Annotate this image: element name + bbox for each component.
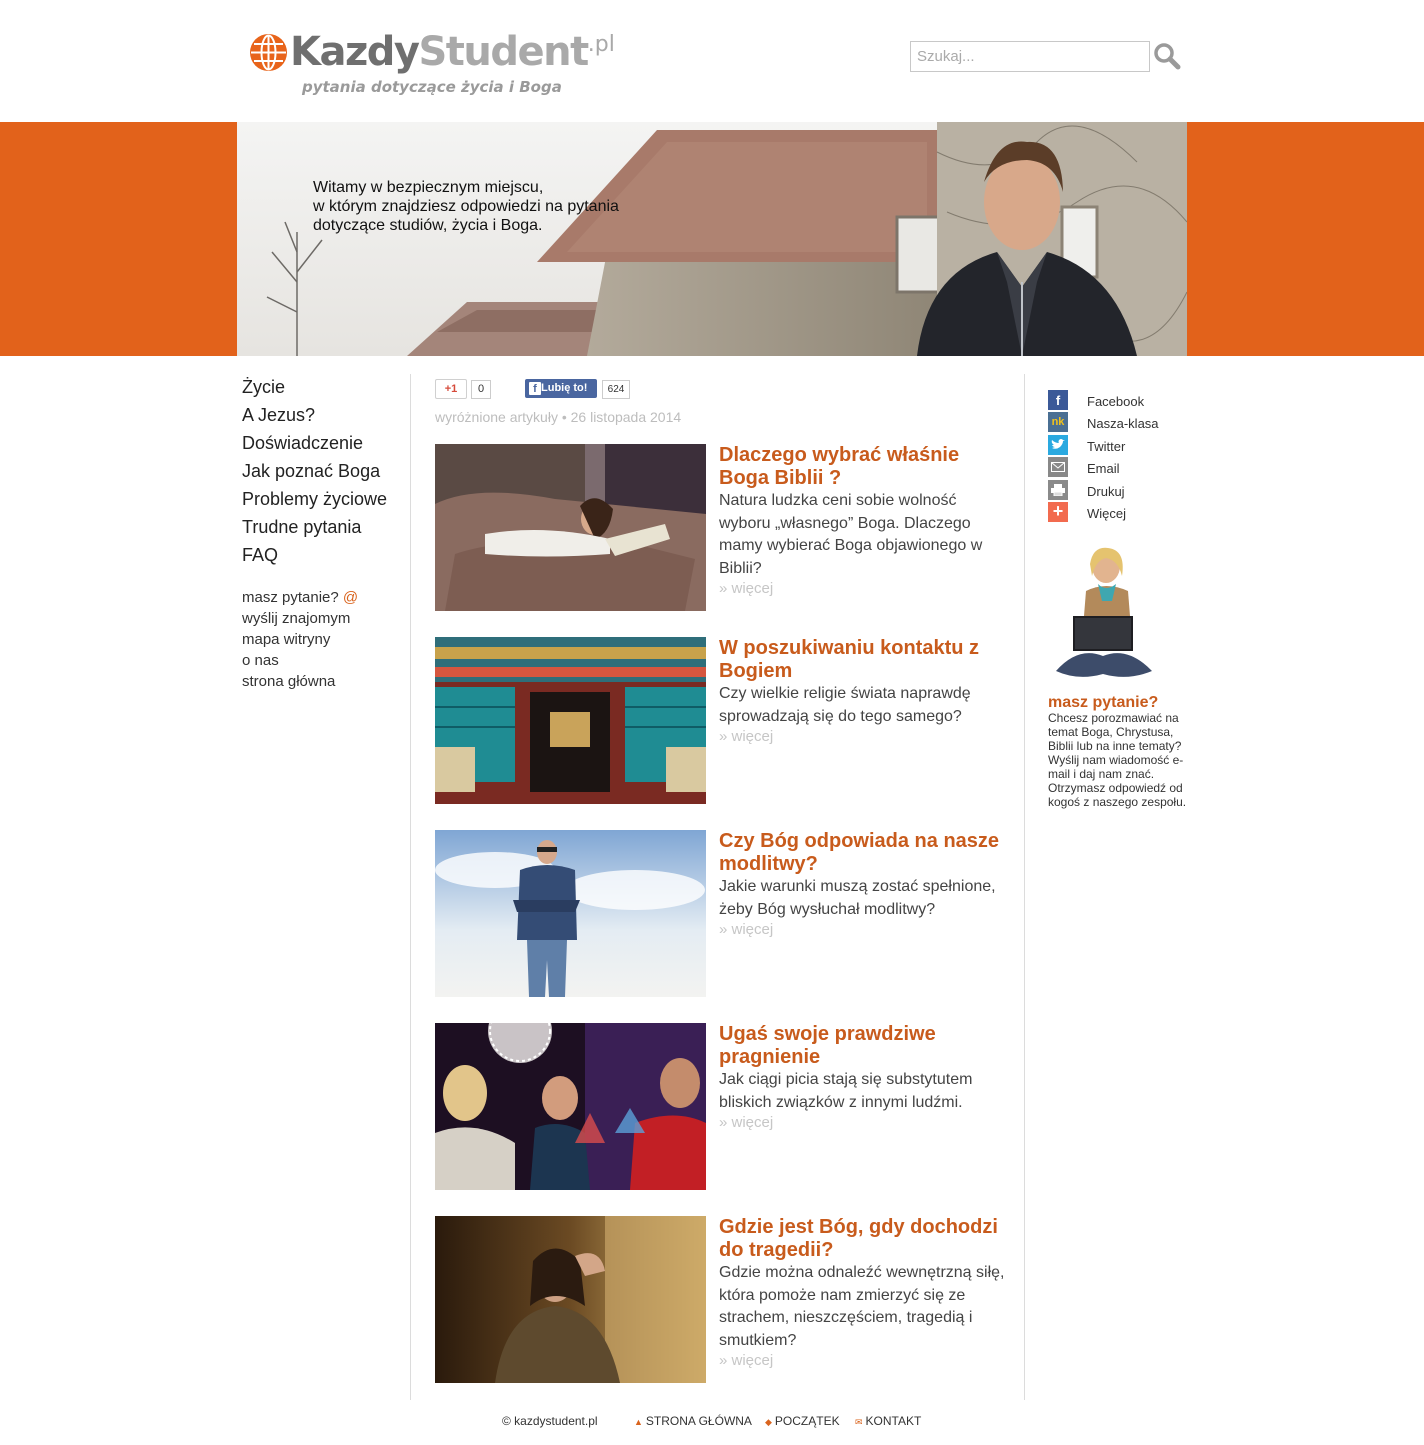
- article-description: Natura ludzka ceni sobie wolność wyboru „własnego” Boga. Dlaczego mamy wybierać Boga objawionego w Biblii?: [719, 492, 983, 577]
- banner-line-3: dotyczące studiów, życia i Boga.: [313, 217, 543, 234]
- nav-home[interactable]: strona główna: [242, 673, 336, 690]
- nav-sitemap[interactable]: mapa witryny: [242, 631, 331, 648]
- article-thumbnail[interactable]: [435, 637, 706, 804]
- ask-question-title[interactable]: masz pytanie?: [1048, 694, 1159, 711]
- site-tagline: pytania dotyczące życia i Boga: [302, 78, 562, 96]
- article-more-link[interactable]: » więcej: [719, 728, 774, 745]
- article-description: Jakie warunki muszą zostać spełnione, żeby Bóg wysłuchał modlitwy?: [719, 878, 996, 918]
- article-thumbnail[interactable]: [435, 1023, 706, 1190]
- banner-line-2: w którym znajdziesz odpowiedzi na pytania: [313, 198, 619, 215]
- footer-contact-link[interactable]: [855, 1414, 921, 1428]
- nav-send-to-friends[interactable]: wyślij znajomym: [242, 610, 351, 627]
- email-icon: [1048, 457, 1068, 477]
- footer-top-link[interactable]: [765, 1414, 840, 1428]
- nav-item-zycie[interactable]: Życie: [242, 377, 286, 397]
- article-more-link[interactable]: » więcej: [719, 580, 774, 597]
- nav-item-faq[interactable]: FAQ: [242, 545, 279, 565]
- site-footer: [0, 1412, 1424, 1432]
- site-header: [0, 0, 1424, 122]
- banner-welcome-text: [313, 178, 619, 235]
- hero-banner: [0, 122, 1424, 356]
- article-thumbnail[interactable]: [435, 830, 706, 997]
- article-item: [435, 637, 1005, 805]
- article-more-link[interactable]: » więcej: [719, 1352, 774, 1369]
- article-description: Gdzie można odnaleźć wewnętrzną siłę, która pomoże nam zmierzyć się ze strachem, nieszczęściem, tragedią i smutkiem?: [719, 1264, 1005, 1349]
- footer-home-label: STRONA GŁÓWNA: [645, 1414, 752, 1428]
- share-label: Drukuj: [1087, 483, 1125, 499]
- twitter-icon: [1048, 435, 1068, 455]
- share-label: Email: [1087, 461, 1120, 477]
- share-twitter[interactable]: [1048, 435, 1188, 457]
- facebook-like-count: 624: [602, 380, 630, 399]
- featured-meta: wyróżnione artykuły • 26 listopada 2014: [435, 409, 682, 425]
- more-plus-icon: +: [1048, 502, 1068, 522]
- article-more-link[interactable]: » więcej: [719, 921, 774, 938]
- share-list: [1048, 390, 1188, 524]
- social-buttons: [435, 378, 1005, 402]
- article-title[interactable]: Gdzie jest Bóg, gdy dochodzi do tragedii?: [719, 1216, 998, 1261]
- logo-main: Kazdy: [290, 29, 419, 75]
- at-icon: @: [342, 589, 359, 606]
- share-email[interactable]: [1048, 457, 1188, 479]
- article-title[interactable]: Ugaś swoje prawdziwe pragnienie: [719, 1023, 936, 1068]
- article-title[interactable]: W poszukiwaniu kontaktu z Bogiem: [719, 637, 980, 682]
- share-nasza-klasa[interactable]: [1048, 412, 1188, 434]
- nav-ask-label: masz pytanie?: [242, 589, 339, 606]
- article-description: Jak ciągi picia stają się substytutem bliskich związków z innymi ludźmi.: [719, 1071, 973, 1111]
- share-print[interactable]: [1048, 480, 1188, 502]
- article-title[interactable]: Czy Bóg odpowiada na nasze modlitwy?: [719, 830, 1000, 875]
- arrow-up-icon: ◆: [765, 1417, 772, 1427]
- article-item: [435, 444, 1005, 612]
- article-thumbnail[interactable]: [435, 444, 706, 611]
- nasza-klasa-icon: nk: [1048, 412, 1068, 432]
- nav-item-jak-poznac-boga[interactable]: Jak poznać Boga: [242, 461, 381, 481]
- article-description: Czy wielkie religie świata naprawdę sprowadzają się do tego samego?: [719, 685, 971, 725]
- nav-item-doswiadczenie[interactable]: Doświadczenie: [242, 433, 364, 453]
- search-icon: [1153, 42, 1181, 70]
- footer-copyright: © kazdystudent.pl: [502, 1414, 598, 1428]
- google-plus-button[interactable]: +1: [435, 379, 467, 399]
- logo-text: [290, 29, 615, 75]
- article-item: [435, 1216, 1005, 1384]
- site-logo[interactable]: [250, 24, 615, 80]
- banner-line-1: Witamy w bezpiecznym miejscu,: [313, 179, 544, 196]
- ask-question-text: Chcesz porozmawiać na temat Boga, Chrystusa, Biblii lub na inne tematy? Wyślij nam wiadomość e-mail i daj nam znać. Otrzymasz odpowiedź od kogoś z naszego zespołu.: [1048, 711, 1187, 809]
- main-menu: [242, 375, 402, 571]
- footer-contact-label: KONTAKT: [865, 1414, 922, 1428]
- banner-photo: [237, 122, 1187, 356]
- secondary-menu: [242, 587, 402, 692]
- facebook-f-icon: f: [529, 382, 541, 395]
- nav-ask-question[interactable]: [242, 587, 402, 608]
- ask-illustration: [1048, 546, 1158, 686]
- footer-home-link[interactable]: [634, 1414, 752, 1428]
- left-divider: [410, 374, 411, 1400]
- main-content: [435, 378, 1005, 1369]
- share-label: Twitter: [1087, 438, 1126, 454]
- envelope-icon: ✉: [855, 1417, 863, 1427]
- left-navigation: [242, 375, 402, 692]
- search-input[interactable]: [910, 41, 1150, 72]
- article-item: [435, 1023, 1005, 1191]
- google-plus-count: 0: [471, 380, 491, 399]
- article-thumbnail[interactable]: [435, 1216, 706, 1383]
- right-divider: [1024, 374, 1025, 1400]
- facebook-icon: f: [1048, 390, 1068, 410]
- right-sidebar: [1048, 390, 1188, 809]
- article-more-link[interactable]: » więcej: [719, 1114, 774, 1131]
- share-label: Facebook: [1087, 394, 1145, 409]
- search-button[interactable]: [1153, 42, 1181, 70]
- logo-second: Student: [418, 29, 588, 75]
- globe-icon: [250, 34, 287, 71]
- nav-item-a-jezus[interactable]: A Jezus?: [242, 405, 316, 425]
- facebook-like-button[interactable]: [525, 379, 597, 398]
- nav-item-trudne-pytania[interactable]: Trudne pytania: [242, 517, 362, 537]
- share-more[interactable]: [1048, 502, 1188, 524]
- share-facebook[interactable]: [1048, 390, 1188, 412]
- share-label: Więcej: [1087, 505, 1127, 521]
- banner-image: [237, 122, 1187, 356]
- article-item: [435, 830, 1005, 998]
- share-label: Nasza-klasa: [1087, 416, 1159, 432]
- article-title[interactable]: Dlaczego wybrać właśnie Boga Biblii ?: [719, 444, 960, 489]
- home-icon: ▲: [634, 1417, 643, 1427]
- nav-about[interactable]: o nas: [242, 652, 279, 669]
- logo-tld: .pl: [587, 32, 615, 57]
- facebook-like-label: Lubię to!: [541, 382, 588, 394]
- print-icon: [1048, 480, 1068, 500]
- nav-item-problemy-zyciowe[interactable]: Problemy życiowe: [242, 489, 388, 509]
- footer-top-label: POCZĄTEK: [774, 1414, 840, 1428]
